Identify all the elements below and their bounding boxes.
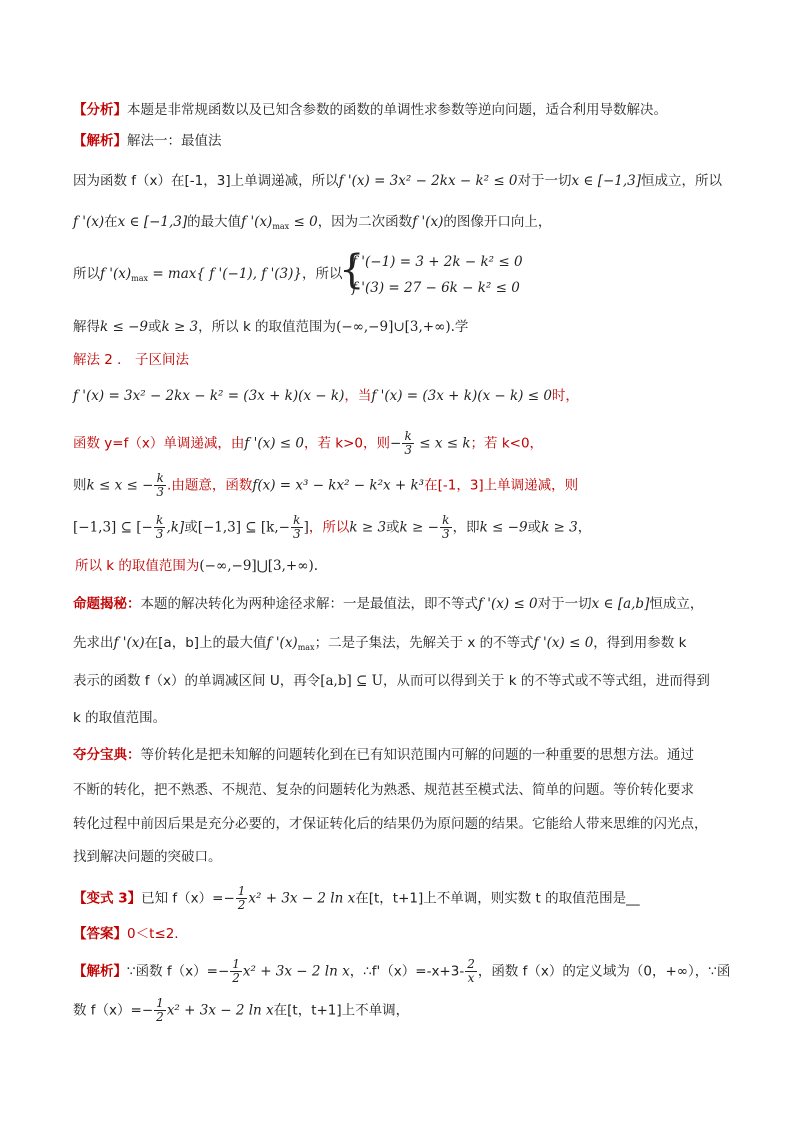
formula: ,k] — [166, 519, 185, 536]
text: 或 — [527, 519, 542, 536]
system-eq2: f '(3) = 27 − 6k − k² ≤ 0 — [352, 280, 520, 296]
analysis-text: 本题是非常规函数以及已知含参数的函数的单调性求参数等逆向问题，适合利用导数解决。 — [127, 102, 667, 118]
formula: f '(x) = 3x² − 2kx − k² = (3x + k)(x − k) — [73, 388, 345, 404]
secret-tag: 命题揭秘： — [73, 596, 141, 612]
formula: [a,b] ⊆ U — [320, 673, 384, 689]
formula: ≤ x ≤ k — [414, 435, 471, 452]
formula: x ∈ [−1,3] — [571, 173, 642, 189]
analysis2-line2 — [73, 997, 409, 1024]
formula: − — [217, 963, 230, 980]
denominator: x — [467, 971, 475, 985]
fraction — [154, 514, 166, 541]
text: 所以 — [73, 266, 100, 282]
numerator: k — [291, 514, 303, 528]
text: 表示的函数 f（x）的单调减区间 U，再令 — [73, 673, 321, 689]
text: ， — [577, 519, 592, 536]
text: 先求出 — [73, 635, 114, 651]
denominator: 3 — [155, 527, 164, 541]
formula: k ≤ −9 — [100, 319, 148, 335]
formula: f '(x) ≤ 0 — [244, 435, 304, 452]
text: 在[t，t+1]上不单调，则实数 t 的取值范围是 — [355, 890, 627, 907]
formula: f '(x) ≤ 0 — [478, 596, 538, 612]
secret-line3 — [73, 672, 710, 690]
tips-tag: 夺分宝典： — [73, 747, 141, 763]
text: 在[t，t+1]上不单调， — [273, 1002, 410, 1019]
solution2-line4 — [73, 514, 591, 541]
text: 所以 k 的取值范围为 — [75, 558, 200, 574]
analysis2-line1 — [73, 958, 730, 985]
text: ，所以 — [308, 519, 350, 536]
text: 在[-1，3]上单调递减，则 — [424, 477, 579, 494]
system-eq1: f '(−1) = 3 + 2k − k² ≤ 0 — [352, 254, 523, 270]
text: 的图像开口向上， — [443, 214, 552, 230]
text: 函数 y=f（x）单调递减，由 — [73, 435, 245, 452]
numerator: 1 — [156, 996, 164, 1010]
fraction — [236, 885, 248, 912]
text: ；若 k<0， — [470, 435, 544, 452]
text: 或 — [147, 319, 162, 335]
text: ，若 k>0，则 — [303, 435, 390, 452]
formula: f '(x) — [412, 214, 444, 230]
solution1-line3 — [73, 265, 343, 288]
fraction — [440, 514, 452, 541]
formula: ] — [303, 519, 309, 536]
solution1-line2 — [73, 213, 551, 236]
denominator: 2 — [232, 971, 240, 985]
formula: = max{ f '(−1), f '(3)} — [148, 266, 302, 282]
system-brace: { — [339, 247, 365, 293]
text: 因为函数 f（x）在[-1，3]上单调递减，所以 — [73, 173, 339, 189]
denominator: 3 — [292, 527, 301, 541]
solution2-line5 — [75, 557, 318, 575]
formula: x² + 3x − 2 ln x — [166, 1002, 274, 1019]
formula: − — [223, 890, 235, 907]
text: 数 f（x）= — [73, 1002, 142, 1019]
text: ，即 — [452, 519, 480, 536]
denominator: 3 — [156, 485, 165, 499]
secret-line1 — [73, 595, 703, 613]
numerator: k — [154, 514, 166, 528]
numerator: k — [154, 472, 166, 486]
formula: (−∞,−9]⋃[3,+∞). — [199, 558, 319, 574]
formula: [−1,3] ⊆ [− — [73, 519, 153, 536]
text: ，所以 k 的取值范围为 — [198, 319, 337, 335]
text: 对于一切 — [537, 596, 592, 612]
analysis-tag: 【分析】 — [73, 102, 127, 118]
solution2-title: 解法 2 ． 子区间法 — [73, 352, 189, 368]
analysis2-tag: 【解析】 — [73, 963, 127, 980]
formula: f '(x) — [100, 266, 132, 282]
denominator: 2 — [156, 1010, 164, 1024]
formula: f '(x) — [113, 635, 145, 651]
text: ，∴f'（x）=-x+3- — [349, 963, 465, 980]
answer-line — [73, 925, 179, 943]
text: ，从而可以得到关于 k 的不等式或不等式组，进而得到 — [383, 673, 710, 689]
numerator: k — [402, 430, 414, 444]
answer-blank: __ — [626, 890, 640, 907]
text: 则 — [73, 477, 87, 494]
formula: k ≥ − — [399, 519, 439, 536]
solution1-title: 解法一：最值法 — [127, 133, 222, 149]
formula: f(x) = x³ − kx² − k²x + k³ — [252, 477, 425, 494]
fraction — [154, 472, 166, 499]
tips-line4: 找到解决问题的突破口。 — [73, 849, 222, 865]
variant-line — [73, 885, 640, 912]
formula: k ≥ 3 — [541, 519, 578, 536]
variant-tag: 【变式 3】 — [73, 890, 142, 907]
text: 在[a，b]上的最大值 — [144, 635, 267, 651]
answer-tag: 【答案】 — [73, 926, 127, 942]
formula: f '(x) ≤ 0 — [533, 635, 594, 651]
fraction — [465, 958, 477, 985]
formula: f '(x) = 3x² − 2kx − k² ≤ 0 — [338, 173, 518, 189]
analysis-line — [73, 101, 667, 119]
text: 解得 — [73, 319, 100, 335]
formula: f '(x) = (3x + k)(x − k) ≤ 0 — [371, 388, 552, 404]
text: 已知 f（x）= — [141, 890, 224, 907]
text: ，当 — [344, 388, 372, 404]
numerator: 1 — [237, 884, 246, 898]
formula: f '(x) — [266, 635, 298, 651]
formula: ≤ 0 — [289, 214, 318, 230]
text: .由题意，函数 — [167, 477, 253, 494]
solution1-tag: 【解析】 — [73, 133, 127, 149]
formula: k ≤ −9 — [479, 519, 528, 536]
numerator: 2 — [467, 957, 475, 971]
formula: x² + 3x − 2 ln x — [248, 890, 356, 907]
tips-line1 — [73, 746, 694, 764]
text: 在 — [104, 214, 118, 230]
text: 恒成立， — [649, 596, 704, 612]
denominator: 3 — [441, 527, 450, 541]
formula: x ∈ [−1,3] — [117, 214, 188, 230]
solution1-line4 — [73, 318, 468, 336]
formula: (−∞,−9]∪[3,+∞). — [336, 319, 455, 335]
text: ，得到用参数 k — [593, 635, 687, 651]
formula: [−1,3] ⊆ [k,− — [197, 519, 290, 536]
secret-line2 — [73, 634, 686, 657]
formula: − — [390, 435, 402, 452]
fraction — [230, 958, 242, 985]
solution1-title-line — [73, 132, 222, 150]
numerator: k — [440, 514, 452, 528]
tips-line2: 不断的转化，把不熟悉、不规范、复杂的问题转化为熟悉、规范甚至模式法、简单的问题。等价转化要求 — [73, 782, 694, 798]
text: 或 — [184, 519, 198, 536]
formula: x ∈ [a,b] — [591, 596, 650, 612]
formula: k ≤ x ≤ − — [86, 477, 154, 494]
solution1-line1 — [73, 172, 722, 190]
fraction — [402, 430, 414, 457]
solution2-line3 — [73, 472, 578, 499]
subscript: max — [131, 274, 149, 283]
formula: − — [141, 1002, 154, 1019]
text: 或 — [386, 519, 400, 536]
text: 等价转化是把未知解的问题转化到在已有知识范围内可解的问题的一种重要的思想方法。通过 — [140, 747, 694, 763]
text: ，所以 — [302, 266, 343, 282]
formula: k ≥ 3 — [349, 519, 387, 536]
formula: f '(x) — [241, 214, 273, 230]
answer-value: 0＜t≤2. — [127, 926, 179, 942]
formula: k ≥ 3 — [161, 319, 199, 335]
denominator: 2 — [237, 898, 246, 912]
text: ∵函数 f（x）= — [127, 963, 218, 980]
text: 恒成立，所以 — [641, 173, 723, 189]
text: 学 — [454, 319, 469, 335]
text: ，因为二次函数 — [317, 214, 413, 230]
denominator: 3 — [404, 443, 412, 457]
subscript: max — [297, 643, 315, 652]
fraction — [291, 514, 303, 541]
text: ，函数 f（x）的定义域为（0，+∞），∵函 — [477, 963, 731, 980]
solution2-line1 — [73, 387, 579, 405]
text: 本题的解决转化为两种途径求解：一是最值法，即不等式 — [140, 596, 478, 612]
text: 时， — [551, 388, 579, 404]
text: 的最大值 — [187, 214, 242, 230]
formula: x² + 3x − 2 ln x — [242, 963, 350, 980]
subscript: max — [272, 222, 290, 231]
formula: f '(x) — [73, 214, 105, 230]
secret-line4: k 的取值范围。 — [73, 710, 167, 726]
text: ；二是子集法，先解关于 x 的不等式 — [314, 635, 534, 651]
solution2-line2 — [73, 430, 543, 457]
text: 对于一切 — [517, 173, 572, 189]
tips-line3: 转化过程中前因后果是充分必要的，才保证转化后的结果仍为原问题的结果。它能给人带来思维的闪光点， — [73, 816, 708, 832]
numerator: 1 — [232, 957, 240, 971]
fraction — [154, 997, 166, 1024]
